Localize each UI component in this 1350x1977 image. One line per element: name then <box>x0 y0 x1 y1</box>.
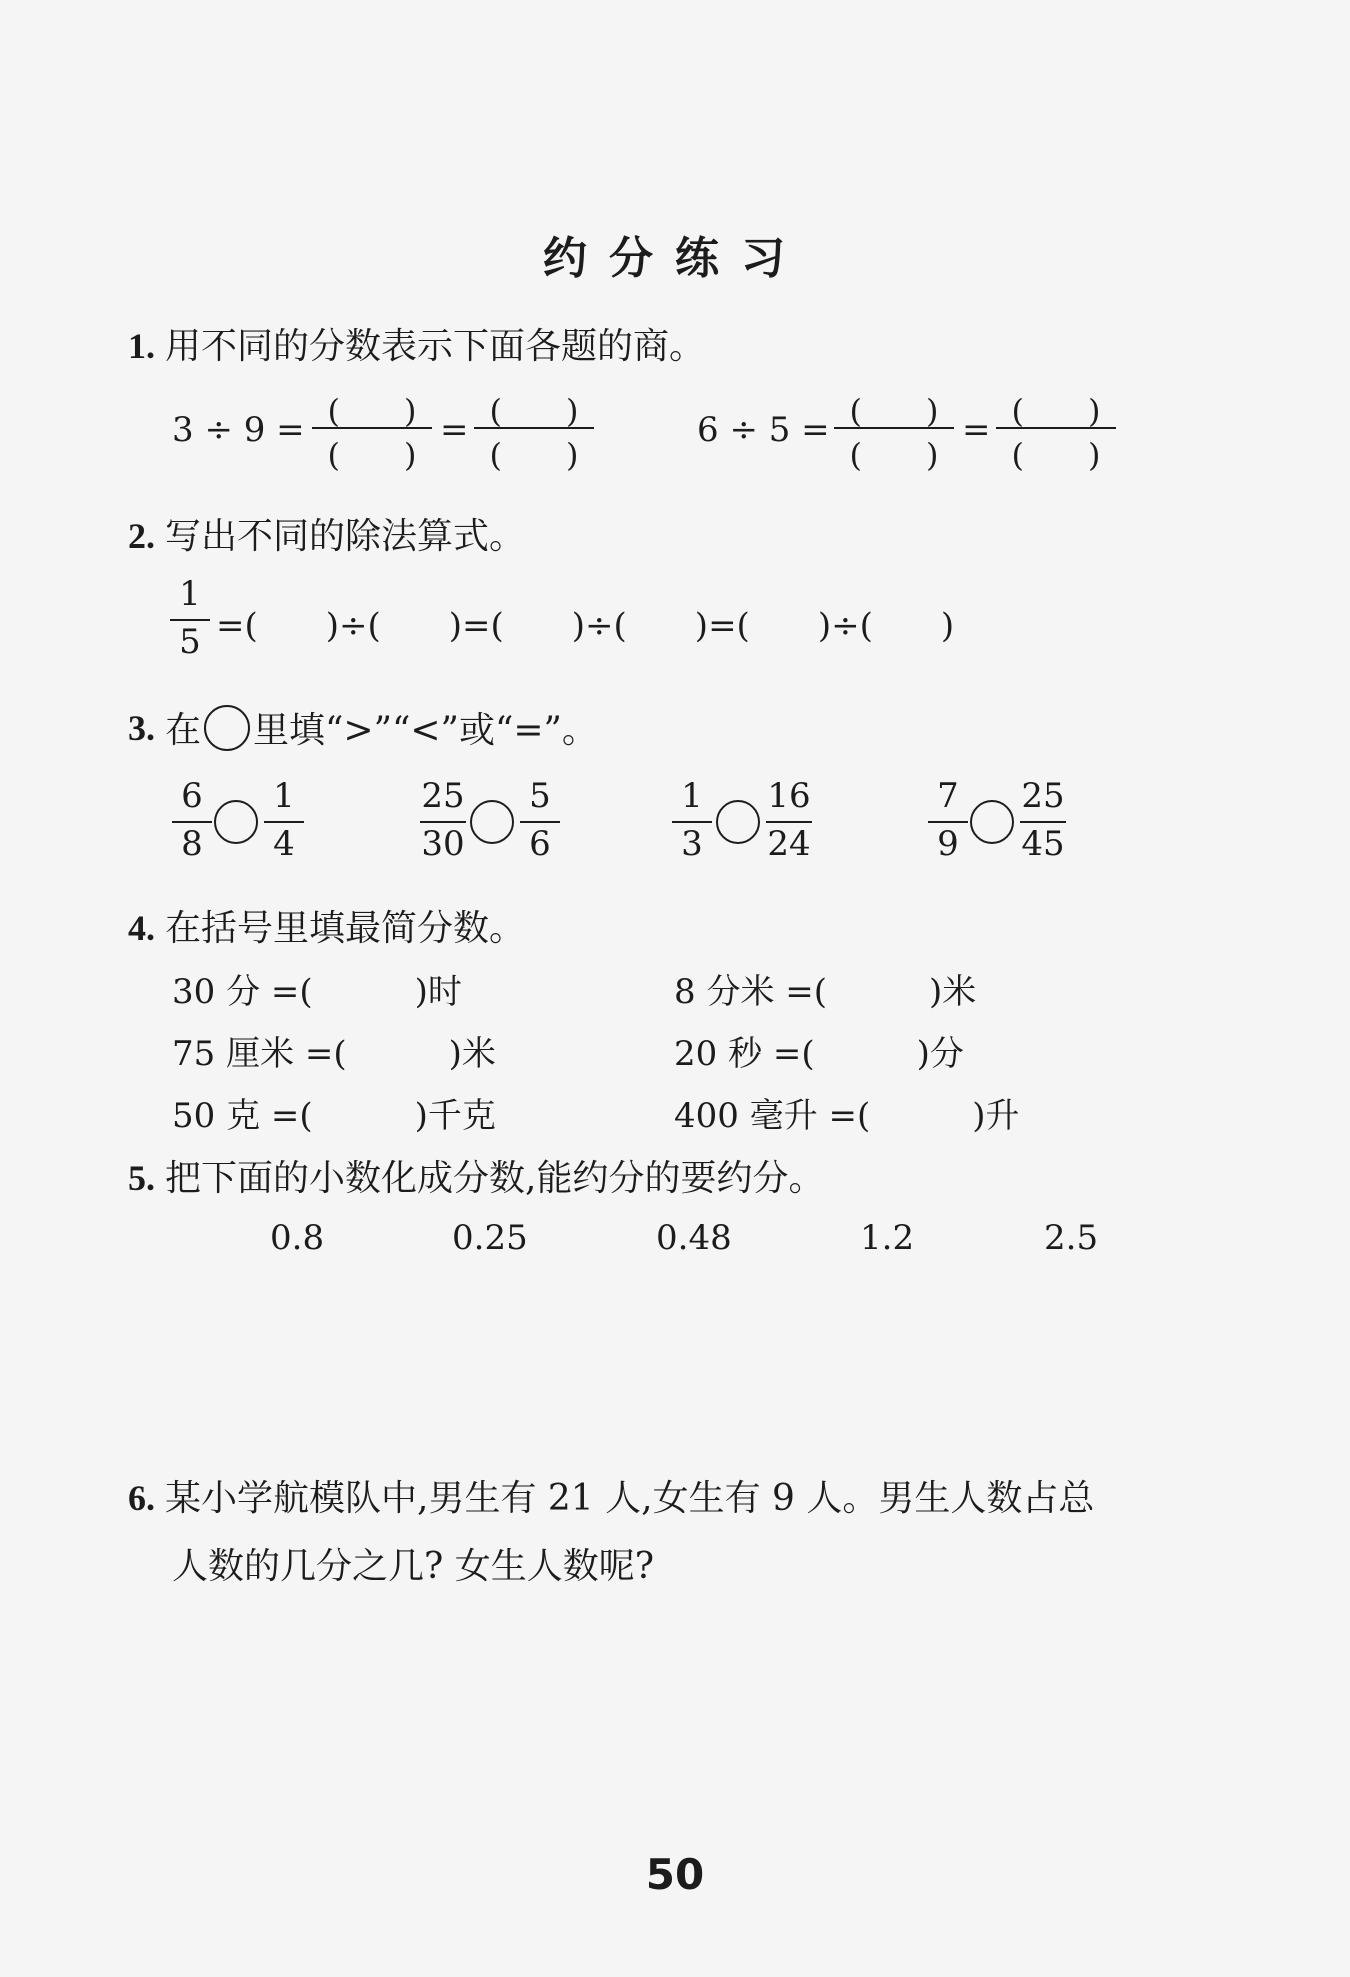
compare-circle[interactable] <box>716 800 760 844</box>
q3-pair-3-left <box>672 776 712 866</box>
denominator: 9 <box>937 824 959 864</box>
question-3-number: 3. <box>128 707 155 748</box>
fraction-bar <box>928 821 968 823</box>
q5-decimal-3: 0.48 <box>656 1218 732 1258</box>
question-4-number: 4. <box>128 908 155 948</box>
blank-denominator[interactable]: ( ) <box>327 436 417 474</box>
equals-sign: = <box>440 410 469 450</box>
numerator: 1 <box>273 776 295 816</box>
question-6-text-line-2: 人数的几分之几? 女生人数呢? <box>172 1546 655 1587</box>
numerator: 1 <box>681 776 703 816</box>
numerator: 25 <box>1021 776 1065 816</box>
question-5-heading <box>128 1150 824 1201</box>
q4-item-2[interactable]: 8 分米 =( )米 <box>674 972 977 1012</box>
question-5-text: 把下面的小数化成分数,能约分的要约分。 <box>165 1158 825 1199</box>
blank-denominator[interactable]: ( ) <box>849 436 939 474</box>
denominator: 4 <box>273 824 295 864</box>
question-3-text-before: 在 <box>165 710 202 751</box>
blank-denominator[interactable]: ( ) <box>489 436 579 474</box>
question-6-text-line-1: 某小学航模队中,男生有 21 人,女生有 9 人。男生人数占总 <box>165 1478 1095 1519</box>
fraction-bar <box>1020 821 1066 823</box>
q1-expression-a: 3 ÷ 9 = <box>172 410 305 450</box>
q4-item-1[interactable]: 30 分 =( )时 <box>172 972 462 1012</box>
q4-item-5[interactable]: 50 克 =( )千克 <box>172 1096 496 1136</box>
q3-pair-1-right <box>264 776 304 866</box>
q1-b-fraction-1 <box>834 386 954 474</box>
blank-numerator[interactable]: ( ) <box>327 392 417 430</box>
question-5-number: 5. <box>128 1158 155 1198</box>
fraction-bar <box>474 427 594 429</box>
q3-pair-2-left <box>420 776 466 866</box>
numerator: 6 <box>181 776 203 816</box>
denominator: 8 <box>181 824 203 864</box>
equals-sign: = <box>962 410 991 450</box>
q1-b-fraction-2 <box>996 386 1116 474</box>
fraction-denominator: 5 <box>179 622 201 662</box>
numerator: 25 <box>421 776 465 816</box>
fraction-bar <box>834 427 954 429</box>
compare-circle[interactable] <box>970 800 1014 844</box>
blank-denominator[interactable]: ( ) <box>1011 436 1101 474</box>
question-3-text-after: 里填“>”“<”或“=”。 <box>253 710 598 751</box>
q3-pair-4-right <box>1020 776 1066 866</box>
q1-a-fraction-1 <box>312 386 432 474</box>
fraction-bar <box>520 821 560 823</box>
q5-decimal-5: 2.5 <box>1044 1218 1099 1258</box>
q4-item-3[interactable]: 75 厘米 =( )米 <box>172 1034 496 1074</box>
q1-a-fraction-2 <box>474 386 594 474</box>
fraction-numerator: 1 <box>179 574 201 614</box>
q3-pair-3-right <box>766 776 812 866</box>
compare-circle[interactable] <box>470 800 514 844</box>
denominator: 3 <box>681 824 703 864</box>
question-3-heading <box>128 702 598 753</box>
q5-decimal-1: 0.8 <box>270 1218 325 1258</box>
denominator: 24 <box>767 824 811 864</box>
question-1-number: 1. <box>128 326 155 366</box>
fraction-bar <box>996 427 1116 429</box>
question-1-text: 用不同的分数表示下面各题的商。 <box>165 326 706 367</box>
question-2-text: 写出不同的除法算式。 <box>165 516 526 557</box>
q4-item-4[interactable]: 20 秒 =( )分 <box>674 1034 964 1074</box>
q2-fraction <box>170 574 210 664</box>
fraction-bar <box>766 821 812 823</box>
denominator: 6 <box>529 824 551 864</box>
fraction-bar <box>172 821 212 823</box>
q1-expression-b: 6 ÷ 5 = <box>697 410 830 450</box>
numerator: 16 <box>767 776 811 816</box>
blank-numerator[interactable]: ( ) <box>489 392 579 430</box>
q2-division-blanks[interactable]: =( )÷( )=( )÷( )=( )÷( ) <box>216 606 955 646</box>
page-number: 50 <box>645 1850 705 1899</box>
q3-pair-2-right <box>520 776 560 866</box>
denominator: 30 <box>421 824 465 864</box>
circle-icon <box>204 705 250 751</box>
page-title: 约分练习 <box>543 233 807 284</box>
fraction-bar <box>672 821 712 823</box>
q3-pair-4-left <box>928 776 968 866</box>
question-6-number: 6. <box>128 1478 155 1518</box>
question-2-number: 2. <box>128 516 155 556</box>
question-4-text: 在括号里填最简分数。 <box>165 908 526 949</box>
compare-circle[interactable] <box>214 800 258 844</box>
blank-numerator[interactable]: ( ) <box>1011 392 1101 430</box>
denominator: 45 <box>1021 824 1065 864</box>
blank-numerator[interactable]: ( ) <box>849 392 939 430</box>
fraction-bar <box>420 821 466 823</box>
question-6-line-1 <box>128 1470 1094 1521</box>
q5-decimal-4: 1.2 <box>860 1218 915 1258</box>
question-4-heading <box>128 900 525 951</box>
fraction-bar <box>170 619 210 621</box>
q3-pair-1-left <box>172 776 212 866</box>
q4-item-6[interactable]: 400 毫升 =( )升 <box>674 1096 1020 1136</box>
numerator: 7 <box>937 776 959 816</box>
fraction-bar <box>312 427 432 429</box>
q5-decimal-2: 0.25 <box>452 1218 528 1258</box>
question-2-heading <box>128 508 525 559</box>
fraction-bar <box>264 821 304 823</box>
question-1-heading <box>128 318 705 369</box>
numerator: 5 <box>529 776 551 816</box>
